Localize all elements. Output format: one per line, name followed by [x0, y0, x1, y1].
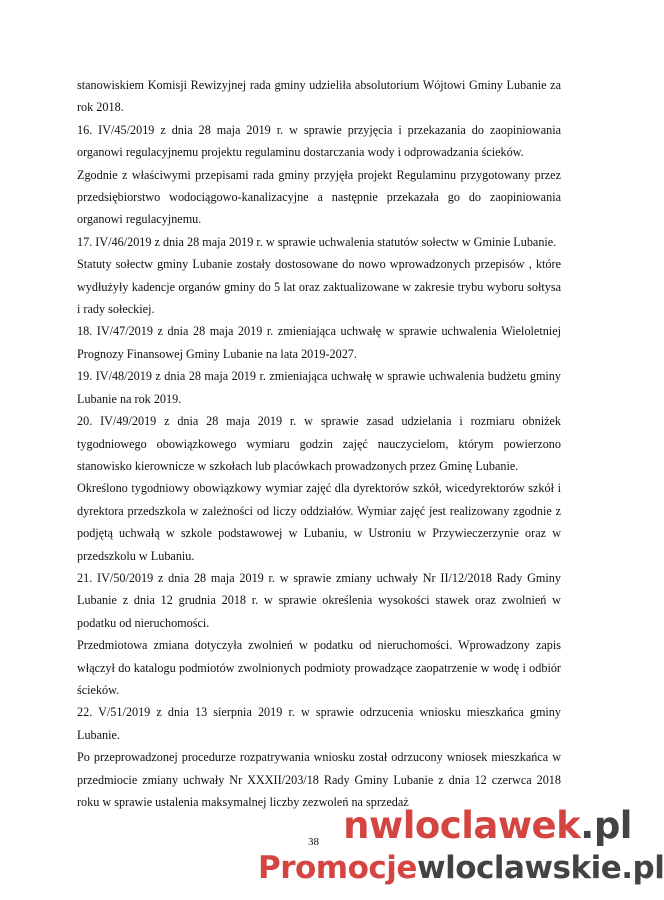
paragraph: Po przeprowadzonej procedurze rozpatrywania wniosku został odrzucony wniosek mieszkańca w przedmiocie zmiany uchwały Nr XXXII/203/18 Rady Gminy Lubanie z dnia 12 czerwca 2018 roku w sprawie ustalenia maksymalnej liczby zezwoleń na sprzedaż: [77, 750, 561, 809]
watermark-brand-dark: wloclawskie.pl: [416, 850, 664, 886]
watermark-brand-dark: .pl: [580, 804, 632, 847]
paragraph: 20. IV/49/2019 z dnia 28 maja 2019 r. w sprawie zasad udzielania i rozmiaru obniżek tygodniowego obowiązkowego wymiaru godzin zajęć nauczycielom, którym powierzono stanowisko kierownicze w szkołach lub placówkach prowadzonych przez Gminę Lubanie.: [77, 414, 561, 473]
document-body: [77, 74, 561, 813]
watermark-line-2: [258, 850, 664, 886]
paragraph: Zgodnie z właściwymi przepisami rada gminy przyjęła projekt Regulaminu przygotowany przez przedsiębiorstwo wodociągowo-kanalizacyjne a następnie przekazała go do zaopiniowania organowi regulacyjnemu.: [77, 167, 561, 227]
paragraph: Przedmiotowa zmiana dotyczyła zwolnień w podatku od nieruchomości. Wprowadzony zapis włączył do katalogu podmiotów zwolnionych podmioty prowadzące zaopatrzenie w wodę i odbiór ścieków.: [77, 638, 561, 697]
paragraph: 18. IV/47/2019 z dnia 28 maja 2019 r. zmieniająca uchwałę w sprawie uchwalenia Wieloletniej Prognozy Finansowej Gminy Lubanie na lata 2019-2027.: [77, 324, 561, 361]
page-number: 38: [308, 836, 319, 848]
paragraph: 22. V/51/2019 z dnia 13 sierpnia 2019 r. w sprawie odrzucenia wniosku mieszkańca gminy Lubanie.: [77, 705, 561, 742]
paragraph: 17. IV/46/2019 z dnia 28 maja 2019 r. w sprawie uchwalenia statutów sołectw w Gminie Lubanie.: [77, 234, 557, 249]
paragraph: Statuty sołectw gminy Lubanie zostały dostosowane do nowo wprowadzonych przepisów , które wydłużyły kadencje organów gminy do 5 lat oraz zaktualizowane w zakresie trybu wyboru sołtysa i rady sołeckiej.: [77, 257, 561, 317]
watermark-brand-red: nwloclawek: [343, 804, 581, 847]
paragraph: 16. IV/45/2019 z dnia 28 maja 2019 r. w sprawie przyjęcia i przekazania do zaopiniowania organowi regulacyjnemu projektu regulaminu dostarczania wody i odprowadzania ścieków.: [77, 122, 561, 160]
paragraph: stanowiskiem Komisji Rewizyjnej rada gminy udzieliła absolutorium Wójtowi Gminy Lubanie za rok 2018.: [77, 78, 561, 115]
watermark-brand-red: Promocje: [258, 850, 417, 886]
paragraph: Określono tygodniowy obowiązkowy wymiar zajęć dla dyrektorów szkół, wicedyrektorów szkół i dyrektora przedszkola w zależności od liczy oddziałów. Wymiar zajęć jest realizowany zgodnie z podjętą uchwałą w szkole podstawowej w Lubaniu, w Ustroniu w Przywieczerzynie oraz w przedszkolu w Lubaniu.: [77, 481, 561, 563]
paragraph: 19. IV/48/2019 z dnia 28 maja 2019 r. zmieniająca uchwałę w sprawie uchwalenia budżetu gminy Lubanie na rok 2019.: [77, 369, 561, 406]
paragraph: 21. IV/50/2019 z dnia 28 maja 2019 r. w sprawie zmiany uchwały Nr II/12/2018 Rady Gminy Lubanie z dnia 12 grudnia 2018 r. w sprawie określenia wysokości stawek oraz zwolnień w podatku od nieruchomości.: [77, 570, 561, 630]
